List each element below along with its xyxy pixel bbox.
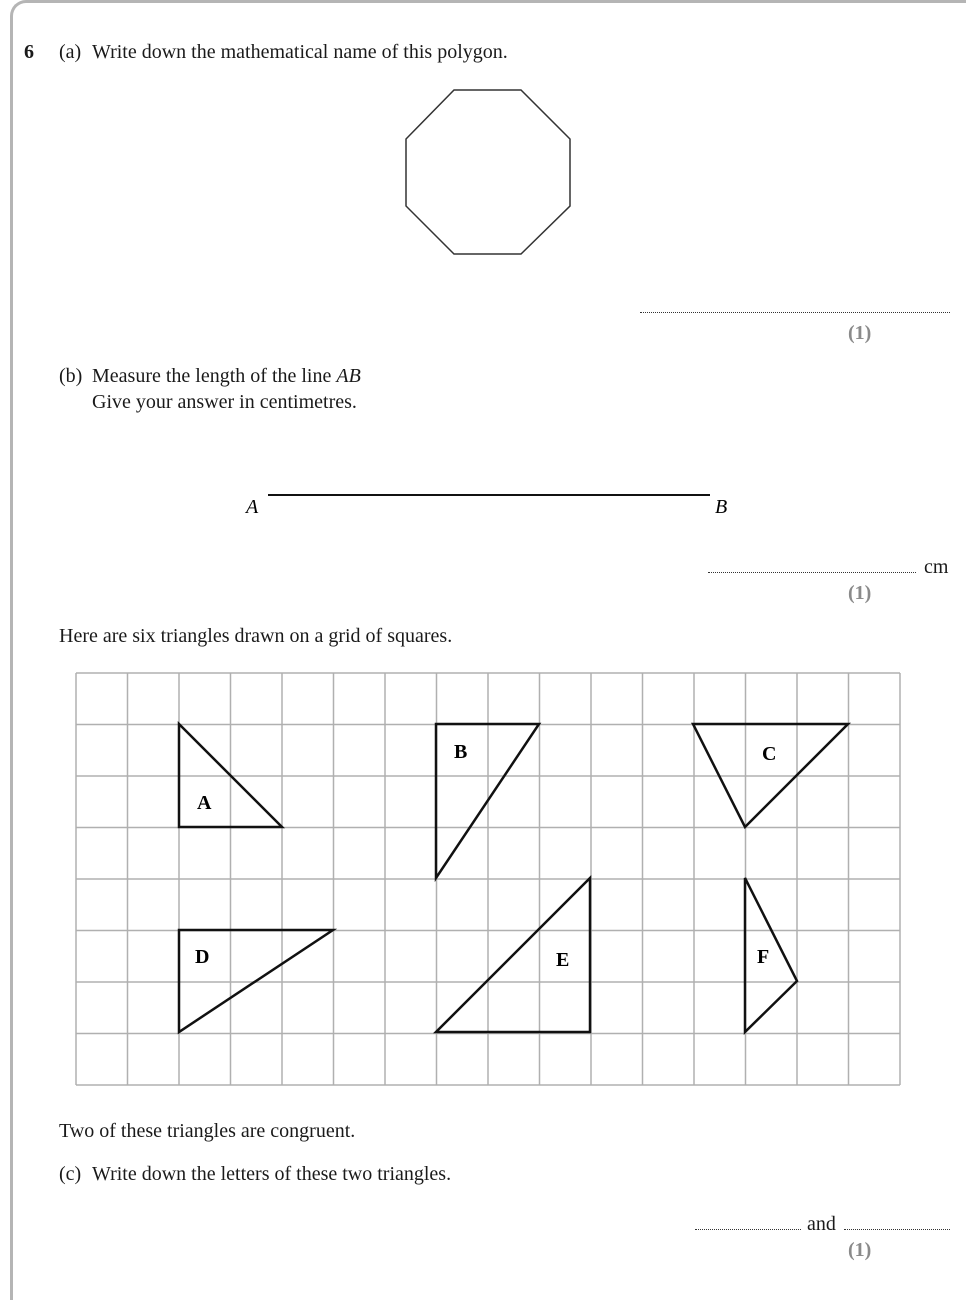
triangle-e-label: E: [556, 949, 570, 971]
part-b-var-ab: AB: [336, 365, 361, 387]
congruent-statement: Two of these triangles are congruent.: [59, 1120, 356, 1142]
marks-c: (1): [848, 1239, 872, 1261]
triangle-c-label: C: [762, 743, 777, 765]
marks-a: (1): [848, 322, 872, 344]
square-grid: [76, 673, 900, 1085]
part-b-text-line1: [92, 364, 361, 388]
answer-line-a[interactable]: [640, 312, 950, 313]
point-b-label: B: [715, 496, 728, 518]
part-b-text-line2: Give your answer in centimetres.: [92, 391, 357, 413]
answer-line-c1[interactable]: [695, 1229, 801, 1230]
triangle-f-label: F: [757, 946, 770, 968]
point-a-label: A: [246, 496, 259, 518]
answer-line-c2[interactable]: [844, 1229, 950, 1230]
octagon-shape: [406, 90, 570, 254]
triangle-d-label: D: [195, 946, 210, 968]
triangle-a-label: A: [197, 792, 212, 814]
part-a-text: Write down the mathematical name of this polygon.: [92, 41, 508, 63]
and-text: and: [807, 1213, 836, 1235]
part-c-text: Write down the letters of these two triangles.: [92, 1163, 452, 1185]
answer-line-b[interactable]: [708, 572, 916, 573]
question-number: 6: [24, 41, 34, 63]
part-b-text-prefix: Measure the length of the line: [92, 365, 337, 387]
part-c-label: (c): [59, 1163, 82, 1185]
part-a-label: (a): [59, 41, 82, 63]
triangle-f: [745, 878, 797, 1032]
unit-cm: cm: [924, 556, 949, 578]
triangles-intro: Here are six triangles drawn on a grid of squares.: [59, 625, 453, 647]
part-b-label: (b): [59, 365, 83, 387]
marks-b: (1): [848, 582, 872, 604]
triangle-b-label: B: [454, 741, 468, 763]
